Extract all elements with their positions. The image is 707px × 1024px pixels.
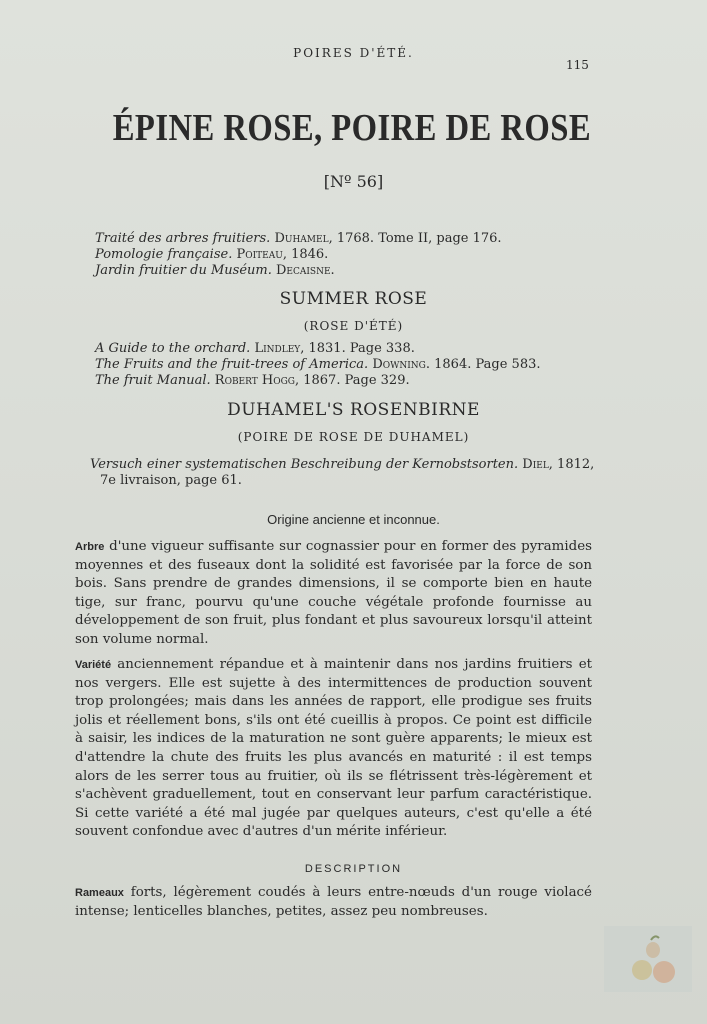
reference-line: Jardin fruitier du Muséum. Decaisne. [95,263,335,278]
paragraph-lead: Variété [75,659,112,671]
running-head: POIRES D'ÉTÉ. [293,46,414,60]
paragraph-lead: Arbre [75,541,105,553]
paragraph-lead: Rameaux [75,887,124,899]
rameaux-paragraph [75,884,592,921]
page-title: ÉPINE ROSE, POIRE DE ROSE [112,107,592,149]
variete-paragraph [75,656,592,842]
paragraph-text: forts, légèrement coudés à leurs entre-nœuds d'un rouge violacé intense; lenticelles blanches, petites, assez peu nombreuses. [75,885,592,919]
reference-line: Traité des arbres fruitiers. Duhamel, 1768. Tome II, page 176. [95,231,502,246]
synonym-heading: SUMMER ROSE [279,289,428,309]
paragraph-text: d'une vigueur suffisante sur cognassier pour en former des pyramides moyennes et des fuseaux dont la solidité est favorisée par la force de son bois. Sans prendre de grandes dimensions, il se comporte bien en haute tige, sur franc, pourvu qu'une couche végétale profonde fournisse au développement de son fruit, plus fondant et plus savoureux lorsqu'il atteint son volume normal. [75,539,592,647]
variety-number: [Nº 56] [323,172,384,191]
origin-heading: Origine ancienne et inconnue. [267,512,440,527]
reference-line: Versuch einer systematischen Beschreibung der Kernobstsorten. Diel, 1812, [90,457,595,472]
reference-line: The fruit Manual. Robert Hogg, 1867. Page 329. [95,373,410,388]
reference-line: The Fruits and the fruit-trees of America. Downing. 1864. Page 583. [95,357,541,372]
description-heading: DESCRIPTION [304,863,403,875]
synonym-translation: (ROSE D'ÉTÉ) [303,319,404,333]
paragraph-text: anciennement répandue et à maintenir dans nos jardins fruitiers et nos vergers. Elle est sujette à des intermittences de production souvent trop prolongées; mais dans les années de rapport, elle prodigue ses fruits jolis et réellement bons, s'ils ont été cueillis à propos. Ce point est difficile à saisir, les indices de la maturation ne sont guère apparents; le mieux est d'attendre la chute des fruits les plus avancés en maturité : il est temps alors de les serrer tous au fruitier, où ils se flétrissent très-légèrement et s'achèvent graduellement, tout en conservant leur parfum caractéristique. Si cette variété a été mal jugée par quelques auteurs, c'est qu'elle a été souvent confondue avec d'autres d'un mérite inférieur. [75,657,593,840]
references-block-1 [95,231,595,279]
page-number: 115 [566,58,589,72]
reference-line: A Guide to the orchard. Lindley, 1831. Page 338. [95,341,415,356]
synonym-heading: DUHAMEL'S ROSENBIRNE [227,400,480,420]
arbre-paragraph [75,538,592,650]
reference-line: Pomologie française. Poiteau, 1846. [95,247,329,262]
references-block-2 [95,341,595,389]
reference-line: 7e livraison, page 61. [100,473,242,488]
synonym-translation: (POIRE DE ROSE DE DUHAMEL) [237,430,470,444]
corner-stamp [604,926,692,992]
references-block-3 [90,457,595,489]
